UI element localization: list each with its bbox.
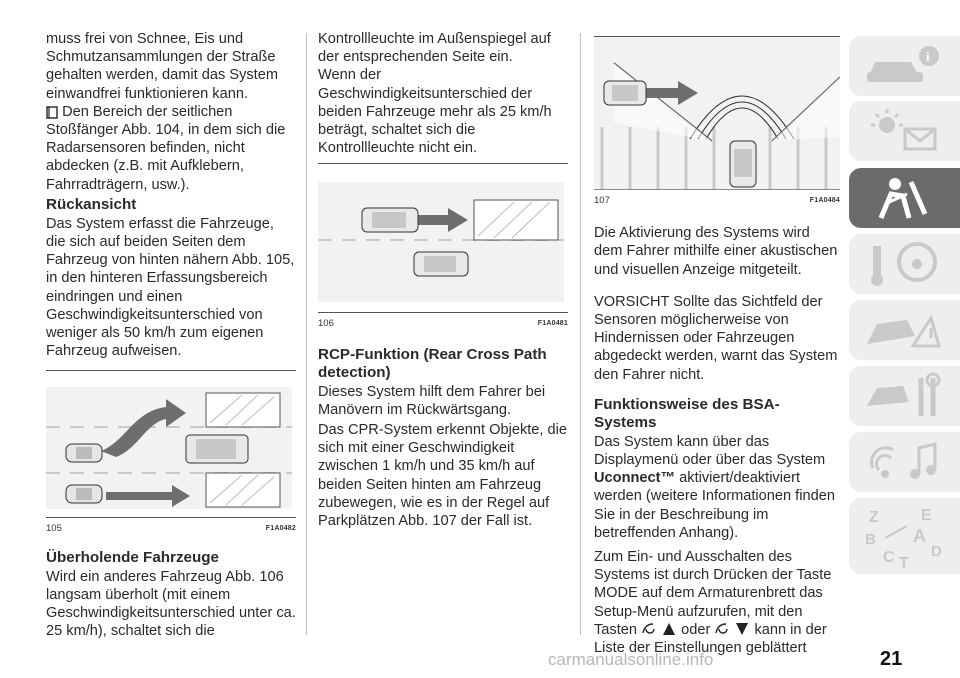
index-letter: D	[931, 543, 942, 560]
car-info-icon	[863, 42, 947, 90]
paragraph: Wenn der Geschwindigkeitsunterschied der beiden Fahrzeuge mehr als 25 km/h beträgt, schaltet sich die Kontrollleuchte nicht ein.	[318, 67, 552, 157]
steering-key-icon	[863, 240, 947, 288]
paragraph	[594, 433, 840, 542]
paragraph: Dieses System hilft dem Fahrer bei Manövern im Rückwärtsgang.	[318, 383, 546, 418]
watermark: carmanualsonline.info	[548, 650, 714, 669]
column-divider-2	[580, 33, 581, 635]
paragraph: Zum Ein- und Ausschalten des Systems ist durch Drücken der Taste MODE auf dem Armaturenbrett das Setup-Menü aufzurufen, mit den	[594, 549, 832, 620]
paragraph: Das CPR-System erkennt Objekte, die sich mit einer Geschwindigkeit zwischen 1 km/h und 35 km/h auf beiden Seiten hinten am Fahrzeug zubewegen, wie es in der Regel auf Parkplätzen Abb. 107 der Fall ist.	[318, 422, 567, 530]
figure-105-illustration	[46, 371, 292, 517]
index-letter: E	[921, 507, 932, 524]
figure-106	[318, 163, 568, 333]
paragraph: Die Aktivierung des Systems wird dem Fahrer mithilfe einer akustischen und visuellen Anzeige mitgeteilt.	[594, 225, 838, 278]
figure-107	[594, 36, 840, 210]
car-icon	[604, 81, 646, 105]
index-letter: B	[865, 531, 876, 548]
figure-number: 105	[46, 523, 62, 535]
wrench-service-icon	[863, 372, 947, 420]
index-letter: Z	[869, 509, 879, 526]
index-letter: T	[899, 555, 909, 570]
paragraph: muss frei von Schnee, Eis und Schmutzansammlungen der Straße gehalten werden, damit das System einwandfrei funktionieren kann.	[46, 31, 279, 102]
paragraph: VORSICHT Sollte das Sichtfeld der Sensoren möglicherweise von Hindernissen oder Fahrzeugen abgedeckt werden, warnt das System den Fahrer nicht.	[594, 293, 838, 383]
warning-lights-icon	[863, 107, 947, 155]
section-heading: Funktionsweise des BSA-Systems	[594, 395, 780, 431]
figure-code: F1A0481	[537, 320, 568, 328]
brand-name: Uconnect™	[594, 470, 676, 487]
paragraph: Wird ein anderes Fahrzeug Abb. 106 langsam überholt (mit einem Geschwindigkeitsunterschied unter ca. 25 km/h), schaltet sich die	[46, 568, 296, 640]
paragraph-text: Das System kann über das Displaymenü oder über das System	[594, 433, 826, 469]
car-icon	[362, 208, 418, 232]
index-letter: A	[913, 526, 926, 546]
text-column-3	[594, 30, 840, 663]
alphabet-index-icon	[863, 504, 947, 570]
paragraph-text: kann in der	[754, 621, 827, 638]
chapter-tab-multimedia[interactable]	[849, 432, 960, 492]
car-icon	[66, 485, 102, 503]
paragraph-text: Tasten	[594, 621, 637, 638]
safety-airbag-icon	[863, 174, 947, 222]
paragraph	[594, 621, 840, 639]
book-icon	[46, 106, 58, 119]
figure-number: 106	[318, 318, 334, 330]
figure-106-illustration	[318, 164, 564, 312]
figure-105	[46, 370, 296, 538]
index-letter: C	[883, 549, 895, 566]
chapter-tab-index[interactable]	[849, 498, 960, 574]
media-music-icon	[863, 438, 947, 486]
figure-code: F1A0484	[809, 197, 840, 204]
car-icon	[414, 252, 468, 276]
column-divider-1	[306, 33, 307, 635]
text-column-2	[318, 30, 568, 536]
paragraph: Das System erfasst die Fahrzeuge, die sich auf beiden Seiten dem Fahrzeug von hinten nähern Abb. 105, in den hinteren Erfassungsbereich eindringen und einen Geschwindigkeitsunterschied von weniger als 50 km/h zum eigenen Fahrzeug aufweisen.	[46, 215, 295, 360]
chapter-tab-safety[interactable]	[849, 168, 960, 228]
arrow-down-button-icon	[714, 621, 750, 637]
figure-number: 107	[594, 195, 610, 206]
svg-text:i: i	[926, 49, 930, 64]
chapter-tab-maintenance[interactable]	[849, 366, 960, 426]
chapter-tab-driving[interactable]	[849, 234, 960, 294]
text-column-1	[46, 30, 296, 646]
paragraph: Kontrollleuchte im Außenspiegel auf der entsprechenden Seite ein.	[318, 31, 551, 66]
section-heading: Überholende Fahrzeuge	[46, 548, 219, 566]
car-icon	[186, 435, 248, 463]
section-heading: Rückansicht	[46, 195, 137, 213]
section-heading: RCP-Funktion (Rear Cross Path detection)	[318, 345, 547, 381]
chapter-tab-emergency[interactable]	[849, 300, 960, 360]
paragraph: Liste der Einstellungen geblättert	[594, 640, 807, 657]
paragraph	[46, 103, 296, 194]
chapter-tab-warning-lights[interactable]	[849, 101, 960, 161]
figure-107-illustration	[594, 37, 840, 189]
car-icon	[66, 444, 102, 462]
figure-code: F1A0482	[265, 525, 296, 533]
car-icon	[730, 141, 756, 187]
page-number: 21	[880, 648, 903, 670]
paragraph-text: aktiviert/deaktiviert werden (weitere Informationen finden Sie in der Beschreibung im betreffenden Anhang).	[594, 470, 835, 541]
car-crash-icon	[863, 306, 947, 354]
paragraph-text: Den Bereich der seitlichen Stoßfänger Abb. 104, in dem sich die Radarsensoren befinden, nicht abdecken (z.B. mit Aufklebern, Fahrradträgern, usw.).	[46, 103, 286, 193]
arrow-up-button-icon	[641, 621, 677, 637]
chapter-tab-car-info[interactable]	[849, 36, 960, 96]
paragraph-text: oder	[681, 621, 711, 638]
